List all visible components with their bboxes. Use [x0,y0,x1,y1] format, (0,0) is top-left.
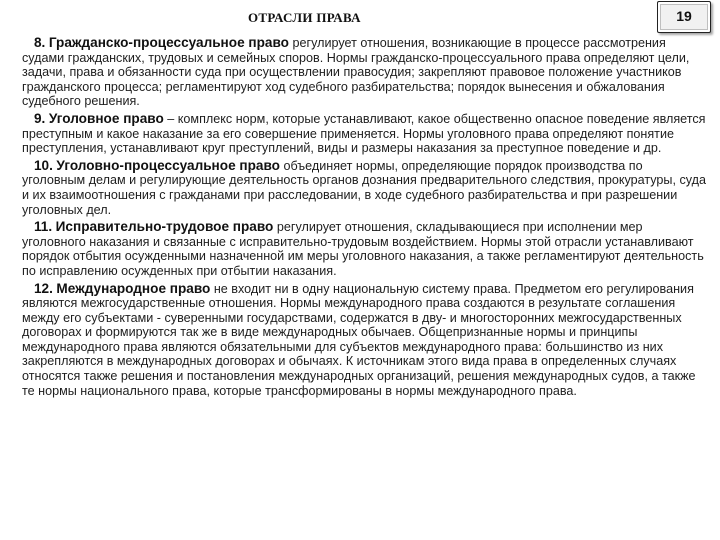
section-term: Исправительно-трудовое право [55,219,274,235]
section-number: 9. [34,110,46,126]
section-text: объединяет нормы, определяющие порядок производства по уголовным делам и регулирующие деятельность органов дознания предварительного следствия, прокуратуры, суда и их взаимоотношения с гражданами при расследовании, в ходе судебного разбирательства и при разрешении уголовных дел. [22,158,707,217]
section-9 [22,112,708,156]
page-number-badge [657,1,711,33]
content-body [22,36,708,398]
section-number: 10. [34,157,53,173]
section-number: 11. [34,219,53,235]
section-text: не входит ни в одну национальную систему права. Предметом его регулирования являются межгосударственные отношения. Нормы международного права создаются в результате соглашения между его субъектами - суверенными государствами, содержатся в дву- и многосторонних межгосударственных договорах и формируются так же в виде международных обычаев. Общепризнанные нормы и принципы международного права являются обязательными для субъектов международного права: большинство из них закрепляются в международных договорах и обычаях. К источникам этого вида права в определенных случаях относятся также решения и постановления международных организаций, решения международных судов, а также те нормы национального права, которые трансформированы в нормы международного права. [22,281,696,398]
section-number: 8. [34,35,46,50]
section-12 [22,282,708,399]
section-text: регулирует отношения, возникающие в процессе рассмотрения судами гражданских, трудовых и семейных споров. Нормы гражданско-процессуального права определяют цели, задачи, права и обязанности суда при осуществлении правосудия; закрепляют правовое положение участников гражданского процесса; регламентируют ход судебного разбирательства; порядок вынесения и обжалования судебного решения. [22,36,690,109]
section-11 [22,220,708,278]
section-term: Уголовно-процессуальное право [56,157,280,173]
section-text: регулирует отношения, складывающиеся при исполнении мер уголовного наказания и связанные с исправительно-трудовым воздействием. Нормы этой отрасли устанавливают порядок отбытия осужденными назначенной им меры уголовного наказания, а также регламентируют деятельность по исправлению осужденных при отбытии наказания. [22,220,704,278]
section-term: Гражданско-процессуальное право [48,35,289,50]
section-number: 12. [34,280,53,296]
section-10 [22,159,708,217]
page-number: 19 [676,8,692,24]
section-text: – комплекс норм, которые устанавливают, какое общественно опасное поведение является преступным и какое наказание за его совершение применяется. Нормы уголовного права определяют понятие преступления, устанавливают круг преступлений, виды и размеры наказания за преступное поведение и др. [22,111,706,156]
page-title: ОТРАСЛИ ПРАВА [248,10,361,25]
section-term: Международное право [56,280,211,296]
section-term: Уголовное право [48,110,164,126]
section-8 [22,36,708,109]
